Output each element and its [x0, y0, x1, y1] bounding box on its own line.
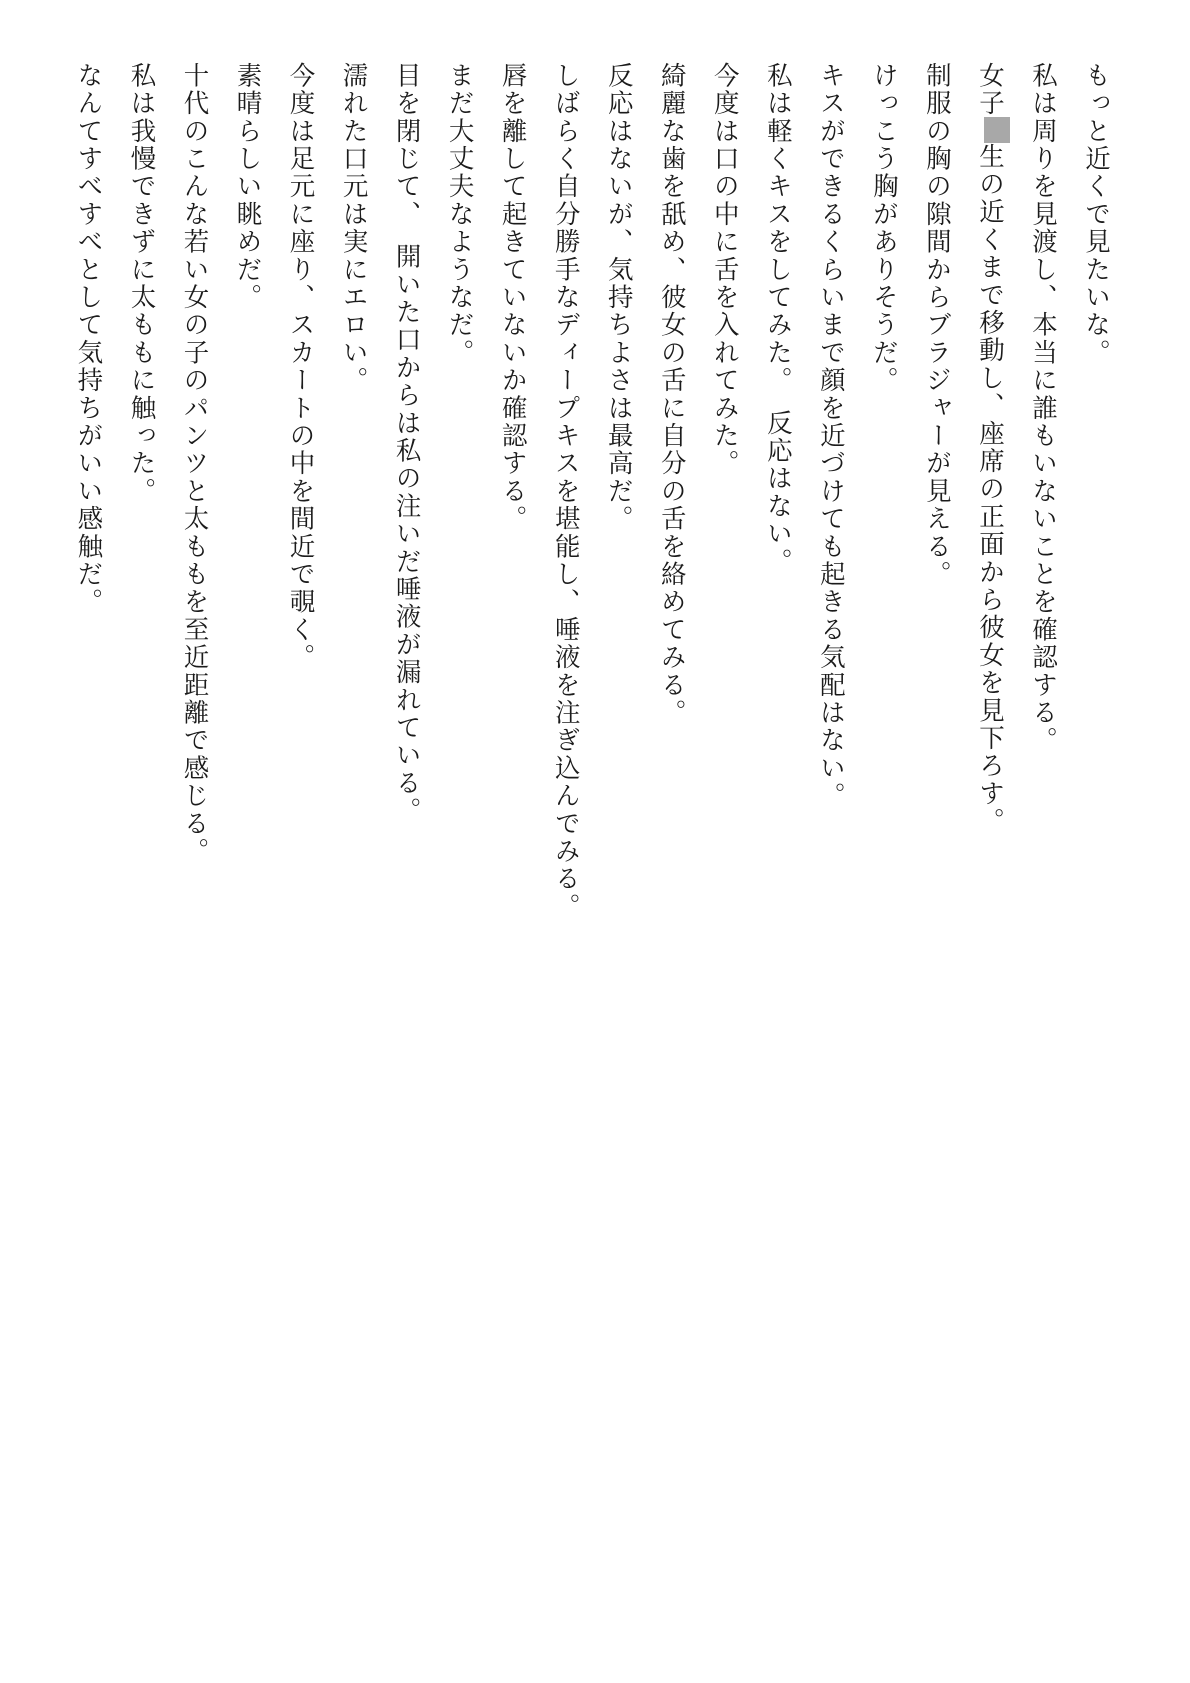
text-line: キスができるくらいまで顔を近づけても起きる気配はない。	[815, 62, 846, 810]
text-segment: 女子	[974, 62, 1005, 118]
text-line: 今度は口の中に舌を入れてみた。	[709, 62, 740, 478]
text-line: 私は周りを見渡し、本当に誰もいないことを確認する。	[1027, 62, 1058, 755]
text-line: 私は軽くキスをしてみた。 反応はない。	[762, 62, 793, 576]
text-line: 綺麗な歯を舐め、彼女の舌に自分の舌を絡めてみる。	[656, 62, 687, 727]
text-line: なんてすべすべとして気持ちがいい感触だ。	[73, 62, 104, 616]
text-line: 今度は足元に座り、スカートの中を間近で覗く。	[285, 62, 316, 672]
text-line: しばらく自分勝手なディープキスを堪能し、唾液を注ぎ込んでみる。	[550, 62, 581, 921]
text-line: 目を閉じて、 開いた口からは私の注いだ唾液が漏れている。	[391, 62, 422, 825]
text-line: 素晴らしい眺めだ。	[232, 62, 263, 312]
text-line: 制服の胸の隙間からブラジャーが見える。	[921, 62, 952, 589]
text-segment: 生の近くまで移動し、座席の正面から彼女を見下ろす。	[974, 142, 1005, 836]
text-line: もっと近くで見たいな。	[1081, 62, 1111, 367]
text-line	[963, 62, 1016, 1062]
text-line: まだ大丈夫なようなだ。	[444, 62, 475, 367]
text-line: けっこう胸がありそうだ。	[868, 62, 899, 395]
redaction-block	[984, 117, 1010, 143]
text-line: 濡れた口元は実にエロい。	[338, 62, 369, 395]
text-line: 反応はないが、気持ちよさは最高だ。	[603, 62, 634, 533]
text-line: 十代のこんな若い女の子のパンツと太ももを至近距離で感じる。	[179, 62, 210, 866]
vertical-text-body	[62, 62, 1122, 1062]
text-line: 唇を離して起きていないか確認する。	[497, 62, 528, 533]
text-line: 私は我慢できずに太ももに触った。	[126, 62, 157, 506]
